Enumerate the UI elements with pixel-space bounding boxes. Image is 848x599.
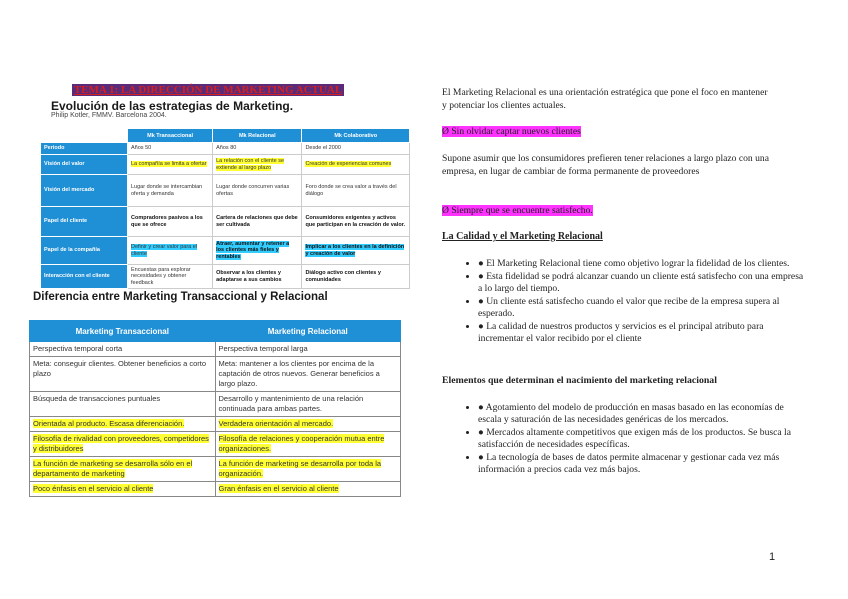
table-cell: Desarrollo y mantenimiento de una relación continuada para ambas partes. [215, 392, 401, 417]
note-paragraph [442, 125, 770, 138]
table-header-cell: Mk Colaborativo [302, 129, 410, 143]
table-row [30, 357, 401, 392]
table-header-cell: Marketing Transaccional [30, 321, 216, 342]
table-cell [30, 482, 216, 497]
intro-paragraph: El Marketing Relacional es una orientación estratégica que pone el foco en mantener y potenciar los clientes actuales. [442, 87, 768, 111]
suppose-paragraph: Supone asumir que los consumidores prefieren tener relaciones a largo plazo con una empresa, en lugar de cambiar de forma permanente de proveedores [442, 153, 769, 177]
table-cell [213, 155, 302, 175]
table-cell [30, 457, 216, 482]
list-item: • ● Esta fidelidad se podrá alcanzar cuando un cliente está satisfecho con una empresa a lo largo del tiempo. [478, 271, 808, 295]
evolution-table [40, 128, 410, 289]
highlighted-text: Definir y crear valor para el cliente [131, 244, 198, 257]
difference-heading: Diferencia entre Marketing Transaccional y Relacional [33, 291, 328, 303]
note-paragraph [442, 204, 770, 217]
table-cell [215, 432, 401, 457]
highlighted-text: Filosofía de relaciones y cooperación mutua entre organizaciones. [218, 434, 385, 453]
table-cell [30, 432, 216, 457]
table-header-cell: Marketing Relacional [215, 321, 401, 342]
list-item: • ● La tecnología de bases de datos permite almacenar y gestionar cada vez más información a precios cada vez más bajos. [478, 452, 808, 476]
document-title: TEMA 1: LA DIRECCIÓN DE MARKETING ACTUAL [73, 84, 343, 96]
table-row [41, 155, 410, 175]
table-cell: Lugar donde se intercambian oferta y demanda [128, 175, 213, 207]
table-cell: Perspectiva temporal corta [30, 342, 216, 357]
table-cell [128, 155, 213, 175]
list-item: • ● La calidad de nuestros productos y servicios es el principal atributo para incrementar el valor recibido por el cliente [478, 321, 808, 345]
table-cell: Consumidores exigentes y activos que participan en la creación de valor. [302, 207, 410, 237]
table-header-row [30, 321, 401, 342]
table-row [41, 207, 410, 237]
table-cell [128, 237, 213, 265]
quality-heading: La Calidad y el Marketing Relacional [442, 231, 603, 242]
table-row [41, 265, 410, 289]
row-label: Visión del valor [41, 155, 128, 175]
difference-table [29, 320, 401, 497]
highlighted-text: Ø Siempre que se encuentre satisfecho. [442, 205, 593, 216]
list-item: • ● Un cliente está satisfecho cuando el valor que recibe de la empresa supera al esperado. [478, 296, 808, 320]
elements-heading: Elementos que determinan el nacimiento del marketing relacional [442, 375, 717, 386]
table-row [30, 482, 401, 497]
highlighted-text: Orientada al producto. Escasa diferenciación. [33, 419, 185, 428]
table-cell: Meta: conseguir clientes. Obtener beneficios a corto plazo [30, 357, 216, 392]
table-row [41, 143, 410, 155]
table-cell: Desde el 2000 [302, 143, 410, 155]
row-label: Interacción con el cliente [41, 265, 128, 289]
table-row [41, 237, 410, 265]
highlighted-text: Ø Sin olvidar captar nuevos clientes [442, 126, 581, 137]
highlighted-text: La compañía se limita a ofertar [131, 161, 207, 168]
table-cell: Años 80 [213, 143, 302, 155]
highlighted-text: Atraer, aumentar y retener a los clientes más fieles y rentables [216, 240, 290, 260]
table-cell: Foro donde se crea valor a través del diálogo [302, 175, 410, 207]
highlighted-text: La función de marketing se desarrolla sólo en el departamento de marketing [33, 459, 193, 478]
table-row [30, 342, 401, 357]
table-row [30, 457, 401, 482]
highlighted-text: Verdadera orientación al mercado. [218, 419, 334, 428]
table-header-cell [41, 129, 128, 143]
table-row [30, 432, 401, 457]
highlighted-text: Poco énfasis en el servicio al cliente [33, 484, 154, 493]
page-number: 1 [769, 551, 776, 563]
list-item: • ● Agotamiento del modelo de producción en masas basado en las economías de escala y saturación de las necesidades genéricas de los mercados. [478, 402, 808, 426]
quality-list [442, 258, 808, 346]
row-label: Visión del mercado [41, 175, 128, 207]
table-cell: Encuestas para explorar necesidades y obtener feedback [128, 265, 213, 289]
highlighted-text: Creación de experiencias comunes [305, 161, 392, 168]
highlighted-text: La función de marketing se desarrolla por toda la organización. [218, 459, 382, 478]
elements-list [442, 402, 808, 477]
table-cell: Cartera de relaciones que debe ser cultivada [213, 207, 302, 237]
table-header-row [41, 129, 410, 143]
table-cell [215, 482, 401, 497]
list-item: • ● Mercados altamente competitivos que exigen más de los productos. Se busca la satisfacción de necesidades específicas. [478, 427, 808, 451]
table-cell: Búsqueda de transacciones puntuales [30, 392, 216, 417]
list-item: • ● El Marketing Relacional tiene como objetivo lograr la fidelidad de los clientes. [478, 258, 808, 270]
evolution-heading: Evolución de las estrategias de Marketing. [51, 99, 294, 113]
row-label: Papel de la compañía [41, 237, 128, 265]
table-cell: Compradores pasivos a los que se ofrece [128, 207, 213, 237]
table-cell [30, 417, 216, 432]
table-header-cell: Mk Relacional [213, 129, 302, 143]
table-cell [302, 155, 410, 175]
table-row [30, 392, 401, 417]
highlighted-text: La relación con el cliente se extiende al largo plazo [216, 158, 284, 171]
table-cell: Perspectiva temporal larga [215, 342, 401, 357]
table-cell: Observar a los clientes y adaptarse a sus cambios [213, 265, 302, 289]
table-header-cell: Mk Transaccional [128, 129, 213, 143]
table-row [30, 417, 401, 432]
table-cell [302, 237, 410, 265]
highlighted-text: Implicar a los clientes en la definición y creación de valor [305, 244, 405, 257]
table-cell: Años 50 [128, 143, 213, 155]
table-cell: Meta: mantener a los clientes por encima de la captación de otros nuevos. Generar beneficios a largo plazo. [215, 357, 401, 392]
table-cell: Diálogo activo con clientes y comunidades [302, 265, 410, 289]
row-label: Papel del cliente [41, 207, 128, 237]
highlighted-text: Gran énfasis en el servicio al cliente [218, 484, 339, 493]
table-cell [215, 417, 401, 432]
highlighted-text: Filosofía de rivalidad con proveedores, competidores y distribuidores [33, 434, 209, 453]
table-cell [213, 237, 302, 265]
row-label: Periodo [41, 143, 128, 155]
evolution-author: Philip Kotler, FMMV. Barcelona 2004. [51, 112, 167, 119]
table-cell [215, 457, 401, 482]
table-row [41, 175, 410, 207]
table-cell: Lugar donde concurren varias ofertas [213, 175, 302, 207]
